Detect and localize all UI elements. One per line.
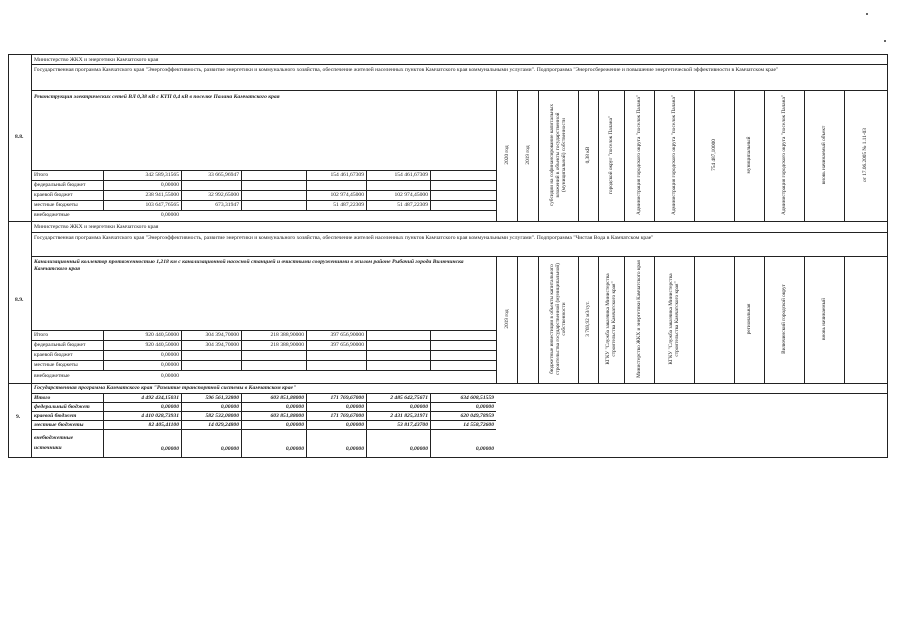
vertical-cell: 2020 год <box>504 145 510 165</box>
amount-cell: 0,00000 <box>409 404 428 410</box>
grid-line <box>694 256 695 383</box>
vertical-cell: городской округ "поселок Палана" <box>608 115 614 195</box>
amount-cell: 0,00000 <box>475 446 494 452</box>
vertical-cell: Администрация городского округа "поселок Палана" <box>671 95 677 215</box>
amount-cell: 171 769,67000 <box>330 413 364 419</box>
grid-line <box>8 383 888 384</box>
amount-cell: 0,00000 <box>160 352 179 358</box>
grid-line <box>598 90 599 221</box>
amount-cell: 920 440,50000 <box>145 332 179 338</box>
row-label: Итого <box>34 332 49 338</box>
program-heading: Государственная программа Камчатского края "Энергоэффективность, развитие энергетики и коммунального хозяйства, обеспечение жителей населенных пунктов Камчатского края коммунальными услугами". Подпрограмма "Чистая Вода в Камчатском крае" <box>34 235 654 241</box>
grid-line <box>694 90 695 221</box>
row-label: федеральный бюджет <box>34 404 90 410</box>
grid-line <box>31 411 496 412</box>
vertical-cell: Администрация городского округа "поселок Палана" <box>781 95 787 215</box>
grid-line <box>31 330 496 331</box>
amount-cell: 4 410 028,73931 <box>141 413 179 419</box>
grid-line <box>31 64 888 65</box>
grid-line <box>8 457 888 458</box>
scan-dot <box>884 40 886 42</box>
vertical-cell: Вилючинский городской округ <box>781 284 787 354</box>
amount-cell: 0,00000 <box>345 422 364 428</box>
grid-line <box>31 200 496 201</box>
grid-line <box>31 90 888 91</box>
amount-cell: 0,00000 <box>160 362 179 368</box>
row-number: 9. <box>16 414 21 420</box>
row-label: краевой бюджет <box>34 352 73 358</box>
row-label: местные бюджеты <box>34 362 78 368</box>
row-number: 8.8. <box>15 134 24 140</box>
grid-line <box>31 170 496 171</box>
amount-cell: 304 394,70000 <box>205 332 239 338</box>
amount-cell: 154 461,67309 <box>330 172 364 178</box>
amount-cell: 0,00000 <box>409 446 428 452</box>
vertical-cell: Администрация городского округа "поселок Палана" <box>636 95 642 215</box>
grid-line <box>764 90 765 221</box>
vertical-cell: 3 769,92 м3/сут. <box>585 301 591 337</box>
vertical-cell: вновь начинаемый <box>821 298 827 340</box>
amount-cell: 673,31947 <box>215 202 239 208</box>
amount-cell: 53 817,43700 <box>397 422 428 428</box>
row-label: внебюджетные <box>34 212 70 218</box>
amount-cell: 596 561,32800 <box>205 395 239 401</box>
amount-cell: 634 608,51559 <box>460 395 494 401</box>
row-label: местные бюджеты <box>34 202 78 208</box>
amount-cell: 0,00000 <box>285 422 304 428</box>
amount-cell: 0,00000 <box>160 446 179 452</box>
grid-line <box>31 429 496 430</box>
ministry-heading: Министерство ЖКХ и энергетики Камчатского края <box>34 224 159 230</box>
row-label: внебюджетные <box>34 373 70 379</box>
grid-line <box>8 54 9 458</box>
amount-cell: 102 974,45000 <box>330 192 364 198</box>
amount-cell: 304 394,70000 <box>205 342 239 348</box>
amount-cell: 51 487,22309 <box>333 202 364 208</box>
grid-line <box>496 90 497 221</box>
row-label: Итого <box>34 172 49 178</box>
vertical-cell: 754 487,10000 <box>711 139 717 171</box>
amount-cell: 2 485 642,75671 <box>390 395 428 401</box>
amount-cell: 2 431 825,31971 <box>390 413 428 419</box>
vertical-cell: Министерство ЖКХ и энергетики Камчатского края <box>636 260 642 378</box>
amount-cell: 154 461,67309 <box>394 172 428 178</box>
amount-cell: 397 656,90000 <box>330 342 364 348</box>
row-label: внебюджетные источники <box>34 435 74 451</box>
vertical-cell: бюджетные инвестиции в объекты капитального строительства государственной (муниципальной) собственности <box>549 263 567 375</box>
grid-line <box>8 221 888 222</box>
grid-line <box>31 402 496 403</box>
program-heading: Государственная программа Камчатского края "Энергоэффективность, развитие энергетики и коммунального хозяйства, обеспечение жителей населенных пунктов Камчатского края коммунальными услугами". Подпрограмма "Энергосбережение и повышение энергетической эффективности в Камчатском крае" <box>34 67 779 73</box>
amount-cell: 238 941,55000 <box>145 192 179 198</box>
amount-cell: 82 405,41100 <box>148 422 179 428</box>
vertical-cell: муниципальный <box>746 136 752 174</box>
grid-line <box>31 340 496 341</box>
grid-line <box>804 90 805 221</box>
program-heading: Государственная программа Камчатского края "Развитие транспортной системы в Камчатском крае" <box>34 385 297 391</box>
grid-line <box>654 256 655 383</box>
amount-cell: 342 589,31565 <box>145 172 179 178</box>
row-label: местные бюджеты <box>34 422 84 428</box>
vertical-cell: от 17.06.2005 № 1.11-03 <box>862 128 868 182</box>
grid-line <box>31 360 496 361</box>
grid-line <box>734 90 735 221</box>
amount-cell: 582 532,08000 <box>205 413 239 419</box>
amount-cell: 0,00000 <box>345 446 364 452</box>
vertical-cell: 0,38 кВ <box>585 146 591 164</box>
grid-line <box>31 350 496 351</box>
grid-line <box>8 54 888 55</box>
amount-cell: 14 029,24800 <box>208 422 239 428</box>
amount-cell: 603 851,88000 <box>270 395 304 401</box>
grid-line <box>844 256 845 383</box>
amount-cell: 218 388,90000 <box>270 332 304 338</box>
amount-cell: 0,00000 <box>345 404 364 410</box>
amount-cell: 0,00000 <box>160 212 179 218</box>
grid-line <box>598 256 599 383</box>
amount-cell: 920 440,50000 <box>145 342 179 348</box>
row-number: 8.9. <box>15 297 24 303</box>
grid-line <box>430 170 431 211</box>
amount-cell: 103 647,76565 <box>145 202 179 208</box>
grid-line <box>31 232 888 233</box>
grid-line <box>624 90 625 221</box>
grid-line <box>844 90 845 221</box>
amount-cell: 0,00000 <box>475 404 494 410</box>
grid-line <box>578 256 579 383</box>
amount-cell: 33 665,96947 <box>208 172 239 178</box>
amount-cell: 0,00000 <box>285 404 304 410</box>
amount-cell: 0,00000 <box>285 446 304 452</box>
amount-cell: 0,00000 <box>220 404 239 410</box>
amount-cell: 0,00000 <box>160 373 179 379</box>
grid-line <box>430 330 431 371</box>
amount-cell: 397 656,90000 <box>330 332 364 338</box>
grid-line <box>241 170 242 211</box>
object-title: Канализационный коллектор протяженностью 1,218 км с канализационной насосной станцией и очистными сооружениями в жилом районе Рыбачий города Вилючинска Камчатского края <box>34 259 464 272</box>
grid-line <box>538 90 539 221</box>
grid-line <box>31 180 496 181</box>
grid-line <box>31 393 888 394</box>
amount-cell: 218 388,90000 <box>270 342 304 348</box>
vertical-cell: 2019 год <box>504 309 510 329</box>
amount-cell: 171 769,67000 <box>330 395 364 401</box>
grid-line <box>31 190 496 191</box>
grid-line <box>517 90 518 221</box>
amount-cell: 4 492 434,15031 <box>141 395 179 401</box>
vertical-cell: субсидии на софинансирование капитальных вложений в объекты государственной (муниципальной) собственности <box>549 103 567 207</box>
grid-line <box>31 256 888 257</box>
grid-line <box>578 90 579 221</box>
amount-cell: 14 558,72600 <box>463 422 494 428</box>
grid-line <box>366 330 367 371</box>
vertical-cell: 2019 год <box>525 145 531 165</box>
amount-cell: 102 974,45000 <box>394 192 428 198</box>
grid-line <box>31 420 496 421</box>
scan-dot <box>866 13 868 15</box>
grid-line <box>804 256 805 383</box>
grid-line <box>538 256 539 383</box>
row-label: федеральный бюджет <box>34 182 86 188</box>
amount-cell: 603 851,88000 <box>270 413 304 419</box>
grid-line <box>654 90 655 221</box>
vertical-cell: вновь начинаемый объект <box>821 125 827 185</box>
row-label: федеральный бюджет <box>34 342 86 348</box>
grid-line <box>496 256 497 383</box>
grid-line <box>31 370 496 371</box>
amount-cell: 51 487,22309 <box>397 202 428 208</box>
grid-line <box>31 210 496 211</box>
grid-line <box>734 256 735 383</box>
grid-line <box>624 256 625 383</box>
vertical-cell: региональная <box>746 303 752 335</box>
row-label: краевой бюджет <box>34 413 77 419</box>
amount-cell: 0,00000 <box>220 446 239 452</box>
amount-cell: 0,00000 <box>160 182 179 188</box>
vertical-cell: КГКУ "Служба заказчика Министерства строительства Камчатского края" <box>668 273 680 365</box>
amount-cell: 620 049,78959 <box>460 413 494 419</box>
row-label: краевой бюджет <box>34 192 73 198</box>
ministry-heading: Министерство ЖКХ и энергетики Камчатского края <box>34 57 159 63</box>
amount-cell: 32 992,65000 <box>208 192 239 198</box>
vertical-cell: КГКУ "Служба заказчика Министерства строительства Камчатского края" <box>605 273 617 365</box>
object-title: Реконструкция электрических сетей ВЛ 0,38 кВ с КТП 0,4 кВ в поселке Палана Камчатского края <box>34 94 280 100</box>
grid-line <box>517 256 518 383</box>
row-label: Итого <box>34 395 51 401</box>
grid-line <box>764 256 765 383</box>
amount-cell: 0,00000 <box>160 404 179 410</box>
